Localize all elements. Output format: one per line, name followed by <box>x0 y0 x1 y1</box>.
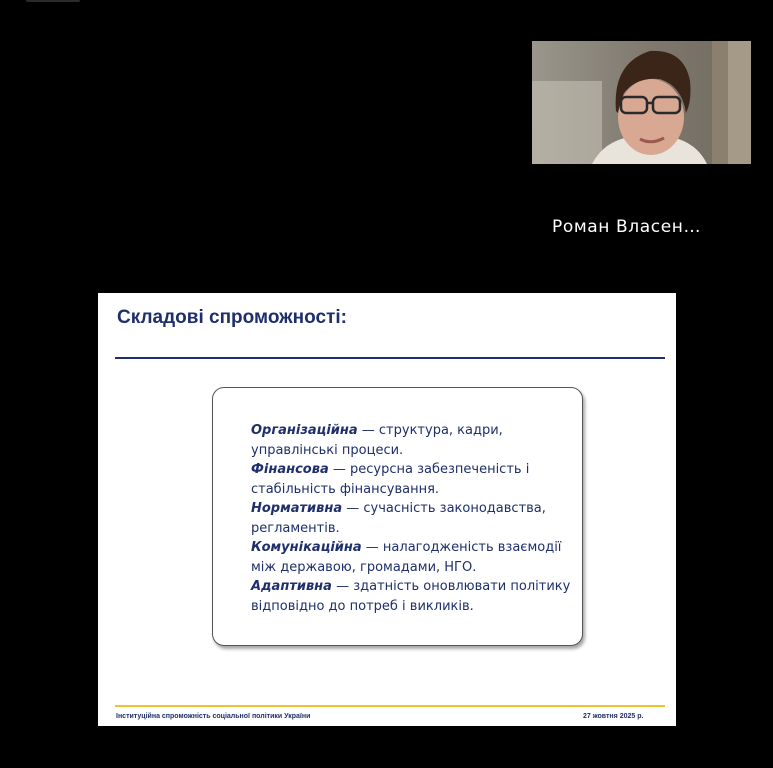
top-bar-handle <box>26 0 80 2</box>
item-term: Адаптивна <box>251 579 332 594</box>
item-term: Фінансова <box>251 462 329 477</box>
item-description: — сучасність законодавства, регламентів. <box>251 501 546 536</box>
list-item <box>251 538 581 577</box>
item-term: Нормативна <box>251 501 343 516</box>
participant-name-label: Роман Власен… <box>552 217 702 237</box>
participant-video-tile[interactable] <box>532 41 751 164</box>
footer-divider <box>115 705 665 707</box>
item-description: — здатність оновлювати політику відповідно до потреб і викликів. <box>251 579 571 614</box>
list-item <box>251 499 581 538</box>
item-description: — налагодженість взаємодії між державою, громадами, НГО. <box>251 540 562 575</box>
presentation-slide <box>98 293 676 726</box>
capacity-list <box>251 421 581 616</box>
list-item <box>251 421 581 460</box>
item-description: — ресурсна забезпеченість і стабільність фінансування. <box>251 462 530 497</box>
title-divider <box>115 357 665 359</box>
slide-title: Складові спроможності: <box>117 307 347 328</box>
list-item <box>251 460 581 499</box>
list-item <box>251 577 581 616</box>
slide-footer-title: Інституційна спроможність соціальної політики України <box>116 713 311 720</box>
item-term: Комунікаційна <box>251 540 362 555</box>
item-description: — структура, кадри, управлінські процеси. <box>251 423 503 458</box>
participant-video-icon <box>532 41 751 164</box>
slide-footer-date: 27 жовтня 2025 р. <box>583 713 644 720</box>
item-term: Організаційна <box>251 423 358 438</box>
capacity-components-box <box>212 387 583 646</box>
